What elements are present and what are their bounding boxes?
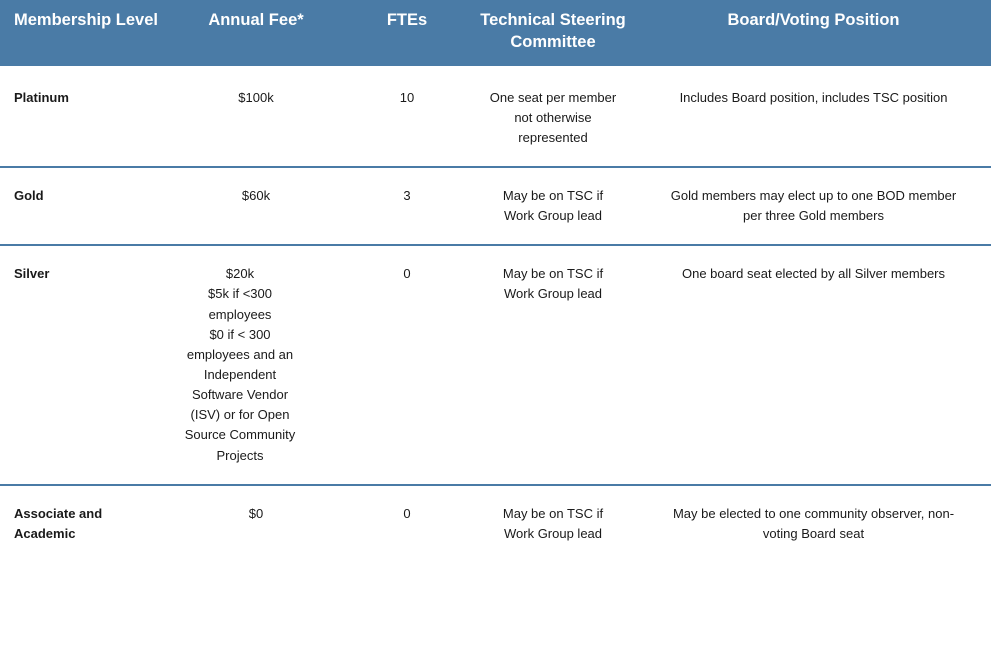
fee-line: $20k — [225, 266, 255, 282]
cell-ftes: 10 — [344, 66, 470, 167]
cell-board — [636, 245, 991, 484]
fee-line: $100k — [238, 89, 274, 105]
fee-line: $0 — [248, 505, 264, 521]
cell-board — [636, 485, 991, 562]
board-text: Gold members may elect up to one BOD member per three Gold members — [670, 187, 957, 224]
fee-line: $60k — [241, 187, 271, 203]
fee-line: $0 if < 300 employees and an Independent Software Vendor (ISV) or for Open Source Community Projects — [184, 326, 296, 463]
table-row — [0, 167, 991, 245]
table-header — [0, 0, 991, 66]
cell-tsc — [470, 485, 636, 562]
cell-annual-fee — [168, 485, 344, 562]
cell-ftes: 3 — [344, 167, 470, 245]
cell-annual-fee — [168, 66, 344, 167]
tsc-text: May be on TSC if Work Group lead — [502, 266, 604, 302]
tsc-text: May be on TSC if Work Group lead — [502, 505, 604, 541]
cell-board — [636, 167, 991, 245]
table-row — [0, 485, 991, 562]
fee-line: $5k if <300 employees — [208, 286, 272, 322]
cell-tsc — [470, 167, 636, 245]
column-header-ftes: FTEs — [344, 0, 470, 66]
column-header-board-voting-position: Board/Voting Position — [636, 0, 991, 66]
tsc-text: May be on TSC if Work Group lead — [502, 187, 604, 224]
cell-ftes: 0 — [344, 245, 470, 484]
column-header-annual-fee: Annual Fee* — [168, 0, 344, 66]
column-header-membership-level: Membership Level — [0, 0, 168, 66]
cell-ftes: 0 — [344, 485, 470, 562]
level-text: Associate and Academic — [14, 505, 103, 541]
cell-membership-level: Gold — [0, 167, 168, 245]
cell-membership-level — [0, 485, 168, 562]
table-row — [0, 66, 991, 167]
cell-membership-level: Platinum — [0, 66, 168, 167]
column-header-technical-steering-committee: Technical Steering Committee — [470, 0, 636, 66]
cell-annual-fee — [168, 167, 344, 245]
cell-annual-fee — [168, 245, 344, 484]
board-text: One board seat elected by all Silver members — [681, 266, 945, 282]
board-text: May be elected to one community observer, non-voting Board seat — [672, 505, 955, 541]
header-row — [0, 0, 991, 66]
table-body — [0, 66, 991, 562]
tsc-text: One seat per member not otherwise represented — [489, 89, 617, 145]
table-row — [0, 245, 991, 484]
cell-membership-level: Silver — [0, 245, 168, 484]
board-text: Includes Board position, includes TSC position — [679, 89, 948, 105]
cell-tsc — [470, 245, 636, 484]
cell-board — [636, 66, 991, 167]
cell-tsc — [470, 66, 636, 167]
